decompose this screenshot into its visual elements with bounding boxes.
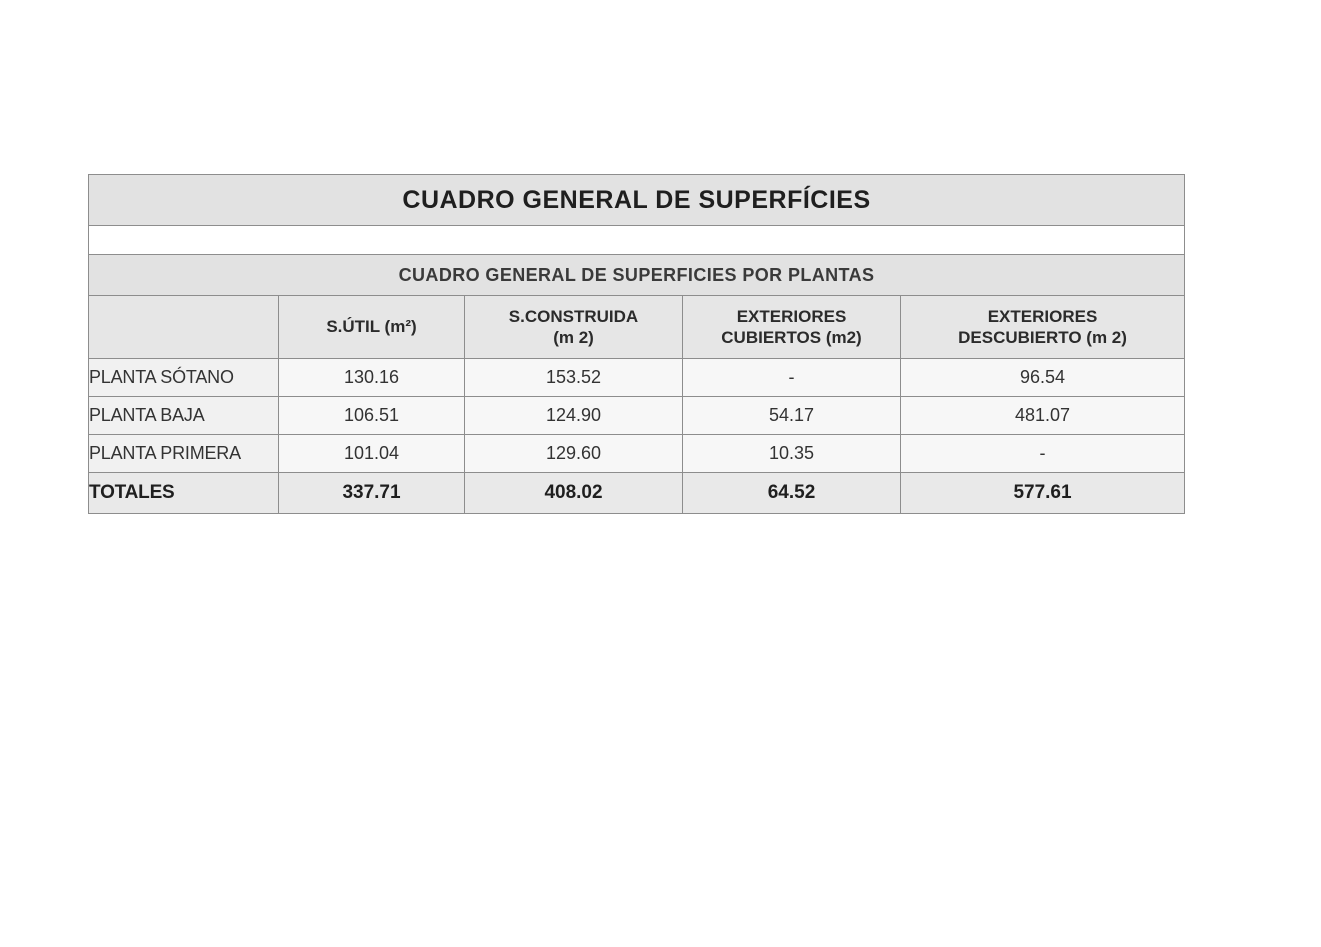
table-totals-row xyxy=(89,473,1185,514)
cell-ext-cubiertos-totales: 64.52 xyxy=(683,473,901,514)
cell-ext-cubiertos-planta-primera: 10.35 xyxy=(683,435,901,473)
cell-construida-totales: 408.02 xyxy=(465,473,683,514)
column-header-construida-line1: S.CONSTRUIDA xyxy=(508,306,639,326)
column-header-ext-descubierto-line1: EXTERIORES xyxy=(987,306,1098,326)
cell-construida-planta-baja: 124.90 xyxy=(465,397,683,435)
column-header-ext-descubierto xyxy=(901,296,1185,359)
row-label-totales: TOTALES xyxy=(89,473,279,514)
table-row xyxy=(89,359,1185,397)
column-header-ext-cubiertos-line2: CUBIERTOS (m2) xyxy=(721,328,862,347)
cell-ext-cubiertos-planta-baja: 54.17 xyxy=(683,397,901,435)
table-row xyxy=(89,397,1185,435)
table-title-row xyxy=(89,175,1185,226)
cell-util-planta-primera: 101.04 xyxy=(279,435,465,473)
cell-ext-cubiertos-planta-sotano: - xyxy=(683,359,901,397)
row-label-planta-baja: PLANTA BAJA xyxy=(89,397,279,435)
row-label-planta-primera: PLANTA PRIMERA xyxy=(89,435,279,473)
cell-util-planta-baja: 106.51 xyxy=(279,397,465,435)
column-header-ext-descubierto-line2: DESCUBIERTO (m 2) xyxy=(958,328,1127,347)
table-row xyxy=(89,435,1185,473)
row-label-planta-sotano: PLANTA SÓTANO xyxy=(89,359,279,397)
table-subtitle: CUADRO GENERAL DE SUPERFICIES POR PLANTAS xyxy=(89,255,1185,296)
table-header-row xyxy=(89,296,1185,359)
column-header-util-line1: S.ÚTIL (m²) xyxy=(326,317,417,337)
table-subtitle-row xyxy=(89,255,1185,296)
spacer-cell xyxy=(89,226,1185,255)
cell-ext-descubierto-planta-baja: 481.07 xyxy=(901,397,1185,435)
column-header-empty xyxy=(89,296,279,359)
cell-ext-descubierto-planta-primera: - xyxy=(901,435,1185,473)
column-header-construida-line2: (m 2) xyxy=(553,328,594,347)
column-header-construida xyxy=(465,296,683,359)
page-title: CUADRO GENERAL DE SUPERFÍCIES xyxy=(89,175,1185,226)
column-header-ext-cubiertos-line1: EXTERIORES xyxy=(736,306,847,326)
table-spacer-row xyxy=(89,226,1185,255)
cell-construida-planta-primera: 129.60 xyxy=(465,435,683,473)
cell-ext-descubierto-planta-sotano: 96.54 xyxy=(901,359,1185,397)
column-header-util xyxy=(279,296,465,359)
cell-ext-descubierto-totales: 577.61 xyxy=(901,473,1185,514)
surfaces-table-container xyxy=(88,174,1184,514)
cell-util-totales: 337.71 xyxy=(279,473,465,514)
surfaces-table xyxy=(88,174,1185,514)
cell-construida-planta-sotano: 153.52 xyxy=(465,359,683,397)
cell-util-planta-sotano: 130.16 xyxy=(279,359,465,397)
column-header-ext-cubiertos xyxy=(683,296,901,359)
